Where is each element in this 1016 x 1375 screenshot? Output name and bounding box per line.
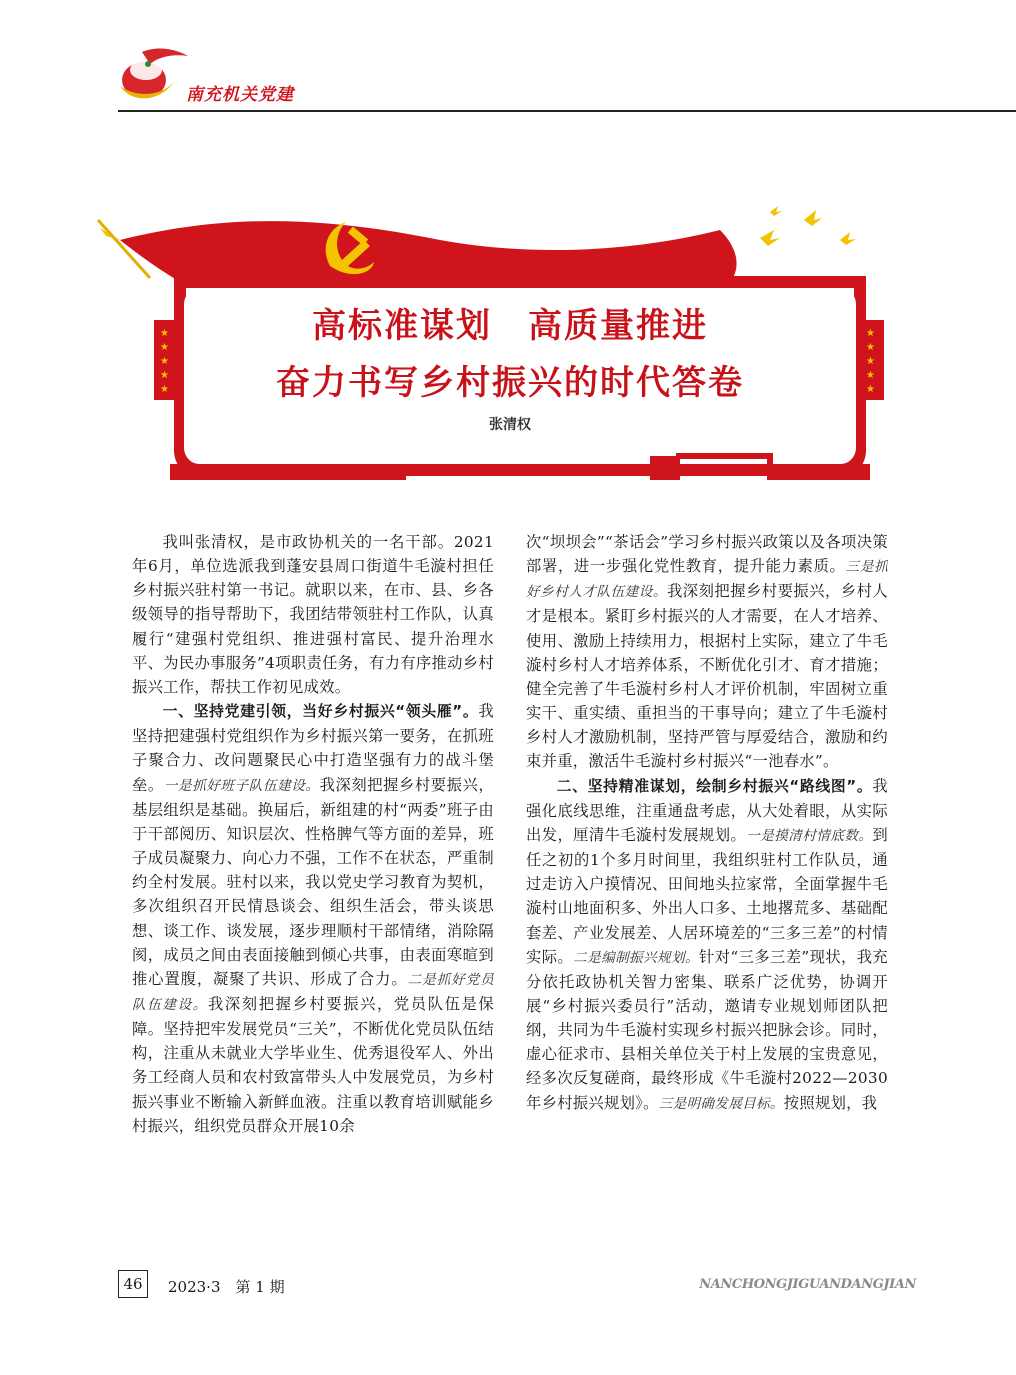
body-column-right bbox=[526, 530, 888, 1270]
page-number: 46 bbox=[118, 1270, 148, 1298]
body-text: 针对“三多三差”现状，我充分依托政协机关智力密集、联系广泛优势，协调开展“乡村振兴委员行”活动，邀请专业规划师团队把纲，共同为牛毛漩村实现乡村振兴把脉会诊。同时，虚心征求市、县相关单位关于村上发展的宝贵意见，经多次反复磋商，最终形成《牛毛漩村2022—2030年乡村振兴规划》。 bbox=[526, 947, 888, 1112]
svg-text:★: ★ bbox=[160, 384, 169, 395]
svg-text:★: ★ bbox=[160, 370, 169, 381]
body-text: 我坚持把建强村党组织作为乡村振兴第一要务，在抓班子聚合力、改问题聚民心中打造坚强有力的战斗堡垒。 bbox=[132, 702, 494, 794]
svg-text:★: ★ bbox=[160, 356, 169, 367]
article-title-line1: 高标准谋划 高质量推进 bbox=[312, 306, 708, 346]
section-heading: 二、坚持精准谋划，绘制乡村振兴“路线图”。 bbox=[556, 777, 873, 795]
body-paragraph bbox=[132, 699, 494, 1138]
svg-text:★: ★ bbox=[160, 342, 169, 353]
magazine-pinyin: NANCHONGJIGUANDANGJIAN bbox=[699, 1277, 916, 1292]
section-heading: 一、坚持党建引领，当好乡村振兴“领头雁”。 bbox=[162, 703, 479, 721]
issue-info: 2023·3 第 1 期 bbox=[168, 1278, 285, 1296]
subpoint-emphasis: 二是抓好党员队伍建设。 bbox=[132, 971, 494, 1013]
subpoint-emphasis: 三是明确发展目标。 bbox=[658, 1095, 784, 1112]
svg-text:★: ★ bbox=[866, 342, 875, 353]
article-author: 张清权 bbox=[489, 417, 531, 433]
subpoint-emphasis: 二是编制振兴规划。 bbox=[573, 949, 700, 966]
body-paragraph bbox=[526, 530, 888, 774]
subpoint-emphasis: 一是摸清村情底数。 bbox=[746, 827, 873, 844]
body-text: 我深刻把握乡村要振兴，基层组织是基础。换届后，新组建的村“两委”班子由于干部阅历、知识层次、性格脾气等方面的差异，班子成员凝聚力、向心力不强，工作不在状态，严重制约全村发展。驻村以来，我以党史学习教育为契机，多次组织召开民情恳谈会、组织生活会，带头谈思想、谈工作、谈发展，逐步理顺村干部情绪，消除隔阂，成员之间由表面接触到倾心共事，由表面寒暄到推心置腹，凝聚了共识、形成了合力。 bbox=[132, 775, 494, 988]
svg-text:★: ★ bbox=[160, 328, 169, 339]
article-title-line2: 奋力书写乡村振兴的时代答卷 bbox=[276, 363, 744, 403]
svg-text:★: ★ bbox=[866, 328, 875, 339]
body-paragraph bbox=[132, 530, 494, 699]
body-text: 我深刻把握乡村要振兴，乡村人才是根本。紧盯乡村振兴的人才需要，在人才培养、使用、激励上持续用力，根据村上实际，建立了牛毛漩村乡村人才培养体系，不断优化引才、育才措施；健全完善了牛毛漩村乡村人才评价机制，牢固树立重实干、重实绩、重担当的干事导向；建立了牛毛漩村乡村人才激励机制，坚持严管与厚爱结合，激励和约束并重，激活牛毛漩村乡村振兴“一池春水”。 bbox=[526, 582, 888, 771]
header-divider bbox=[118, 110, 1016, 112]
subpoint-emphasis: 一是抓好班子队伍建设。 bbox=[163, 777, 320, 794]
magazine-name: 南充机关党建 bbox=[186, 85, 294, 105]
body-text: 到任之初的1个多月时间里，我组织驻村工作队员，通过走访入户摸情况、田间地头拉家常，全面掌握牛毛漩村山地面积多、外出人口多、土地撂荒多、基础配套差、产业发展差、人居环境差的“三多三差”的村情实际。 bbox=[526, 825, 888, 966]
body-column-left bbox=[132, 530, 494, 1270]
body-paragraph bbox=[526, 774, 888, 1116]
subpoint-emphasis: 三是抓好乡村人才队伍建设。 bbox=[526, 559, 888, 601]
magazine-logo-icon bbox=[112, 42, 190, 112]
svg-text:★: ★ bbox=[866, 384, 875, 395]
party-flag-banner bbox=[80, 200, 960, 500]
svg-text:★: ★ bbox=[866, 370, 875, 381]
body-text: 次“坝坝会”“茶话会”学习乡村振兴政策以及各项决策部署，进一步强化党性教育，提升能力素质。 bbox=[526, 533, 888, 576]
body-text: 我深刻把握乡村要振兴，党员队伍是保障。坚持把牢发展党员“三关”，不断优化党员队伍结构，注重从未就业大学毕业生、优秀退役军人、外出务工经商人员和农村致富带头人中发展党员，为乡村振兴事业不断输入新鲜血液。注重以教育培训赋能乡村振兴，组织党员群众开展10余 bbox=[132, 994, 494, 1135]
body-text: 我强化底线思维，注重通盘考虑，从大处着眼，从实际出发，厘清牛毛漩村发展规划。 bbox=[526, 776, 888, 844]
svg-text:★: ★ bbox=[866, 356, 875, 367]
body-text: 按照规划，我 bbox=[783, 1093, 878, 1112]
doves-icon bbox=[760, 206, 856, 246]
body-text: 我叫张清权，是市政协机关的一名干部。2021年6月，单位选派我到蓬安县周口街道牛毛漩村担任乡村振兴驻村第一书记。就职以来，在市、县、乡各级领导的指导帮助下，我团结带领驻村工作队，认真履行“建强村党组织、推进强村富民、提升治理水平、为民办事服务”4项职责任务，有力有序推动乡村振兴工作，帮扶工作初见成效。 bbox=[132, 533, 494, 696]
